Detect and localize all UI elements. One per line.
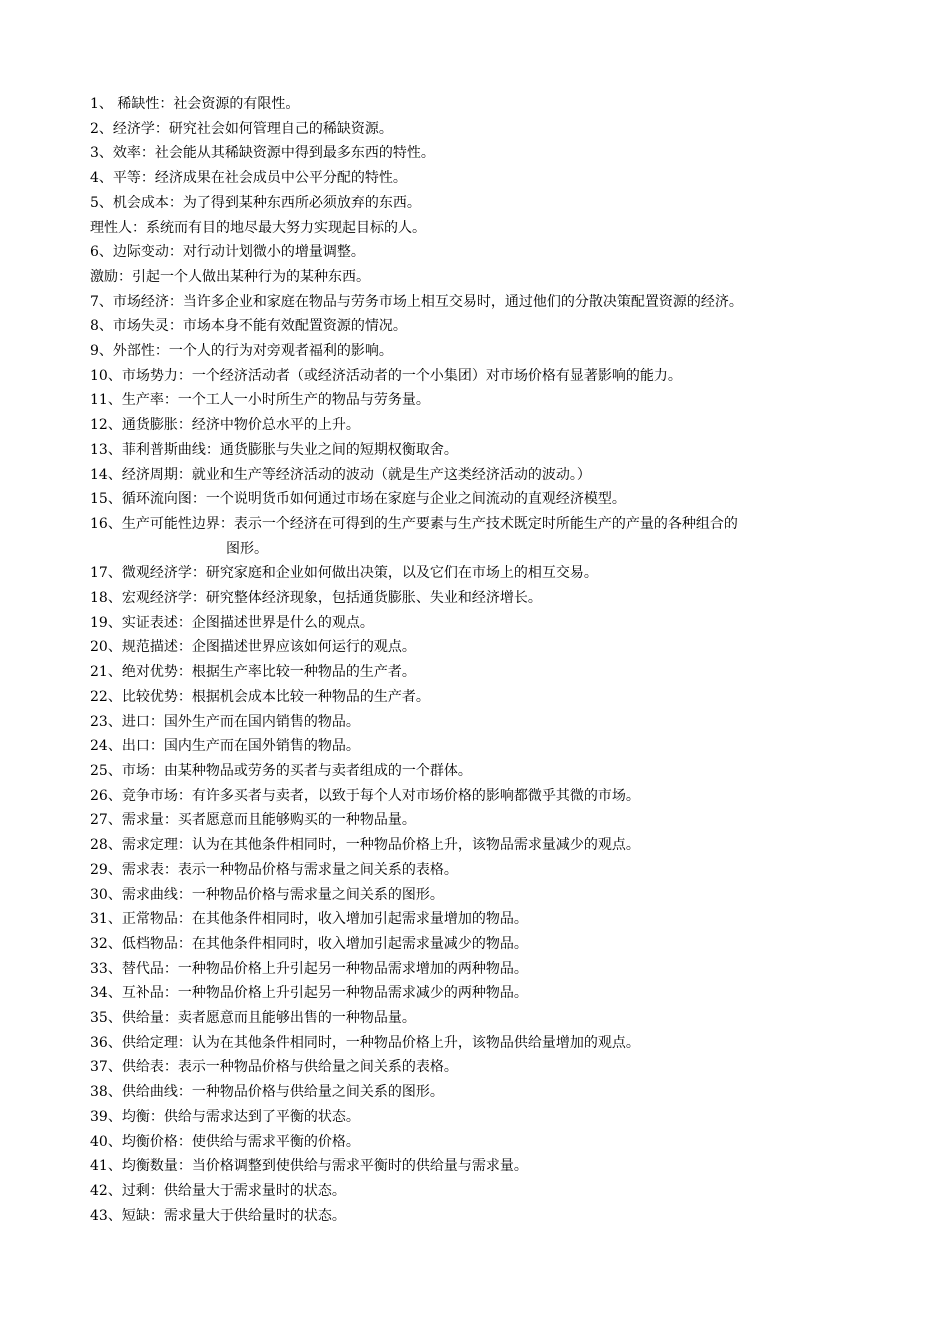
entry-number: 18、 [90, 590, 122, 607]
glossary-entry [90, 265, 890, 290]
entry-term: 实证表述： [121, 614, 192, 631]
glossary-entry [90, 1154, 890, 1179]
glossary-entry [90, 685, 890, 710]
entry-term: 生产率： [121, 392, 178, 409]
entry-number: 8、 [90, 318, 113, 335]
entry-number: 17、 [90, 565, 122, 582]
entry-number: 26、 [90, 787, 122, 804]
entry-definition: 使供给与需求平衡的价格。 [191, 1133, 360, 1150]
glossary-entry [90, 660, 890, 685]
entry-definition: 企图描述世界是什么的观点。 [191, 614, 374, 631]
entry-definition: 供给量大于需求量时的状态。 [163, 1182, 346, 1199]
entry-number: 41、 [90, 1158, 122, 1175]
entry-term: 市场失灵： [112, 318, 183, 335]
entry-term: 出口： [121, 738, 164, 755]
entry-term: 绝对优势： [121, 664, 192, 681]
glossary-entry [90, 512, 890, 537]
entry-number: 16、 [90, 515, 122, 532]
entry-term: 循环流向图： [121, 491, 206, 508]
entry-term: 比较优势： [121, 688, 192, 705]
entry-definition: 根据机会成本比较一种物品的生产者。 [191, 688, 430, 705]
glossary-entry [90, 339, 890, 364]
entry-number: 27、 [90, 812, 122, 829]
entry-definition: 一个工人一小时所生产的物品与劳务量。 [177, 392, 430, 409]
entry-number: 7、 [90, 293, 113, 310]
entry-number: 5、 [90, 194, 113, 211]
entry-number: 25、 [90, 762, 122, 779]
glossary-entry [90, 388, 890, 413]
glossary-entry [90, 957, 890, 982]
glossary-entry [90, 216, 890, 241]
entry-definition: 一种物品价格与需求量之间关系的图形。 [191, 886, 444, 903]
entry-number: 34、 [90, 985, 122, 1002]
entry-term: 生产可能性边界： [121, 515, 234, 532]
glossary-entry [90, 1204, 890, 1229]
entry-definition: 在其他条件相同时，收入增加引起需求量减少的物品。 [191, 935, 528, 952]
glossary-entry [90, 117, 890, 142]
glossary-list [90, 92, 890, 1228]
entry-number: 4、 [90, 170, 113, 187]
entry-definition: 有许多买者与卖者，以致于每个人对市场价格的影响都微乎其微的市场。 [191, 787, 640, 804]
entry-number: 24、 [90, 738, 122, 755]
entry-term: 需求定理： [121, 837, 192, 854]
glossary-entry [90, 1105, 890, 1130]
entry-number: 35、 [90, 1010, 122, 1027]
entry-definition: 对行动计划微小的增量调整。 [182, 244, 365, 261]
entry-number: 2、 [90, 120, 113, 137]
glossary-entry [90, 191, 890, 216]
glossary-entry [90, 561, 890, 586]
entry-number: 20、 [90, 639, 122, 656]
entry-definition: 需求量大于供给量时的状态。 [163, 1207, 346, 1224]
entry-definition: 经济中物价总水平的上升。 [191, 417, 360, 434]
entry-definition: 买者愿意而且能够购买的一种物品量。 [177, 812, 416, 829]
entry-term: 需求量： [121, 812, 178, 829]
entry-definition: 研究社会如何管理自己的稀缺资源。 [168, 120, 393, 137]
entry-definition: 引起一个人做出某种行为的某种东西。 [132, 268, 370, 285]
glossary-entry [90, 784, 890, 809]
entry-term: 机会成本： [112, 194, 183, 211]
entry-term: 激励： [90, 268, 132, 285]
glossary-entry [90, 635, 890, 660]
entry-definition: 国外生产而在国内销售的物品。 [163, 713, 360, 730]
entry-definition: 认为在其他条件相同时，一种物品价格上升，该物品供给量增加的观点。 [191, 1034, 640, 1051]
entry-definition: 通货膨胀与失业之间的短期权衡取舍。 [219, 441, 458, 458]
glossary-entry [90, 364, 890, 389]
glossary-entry [90, 1006, 890, 1031]
glossary-entry [90, 759, 890, 784]
entry-number: 37、 [90, 1059, 122, 1076]
entry-definition: 供给与需求达到了平衡的状态。 [163, 1108, 360, 1125]
glossary-entry [90, 290, 890, 315]
entry-definition: 卖者愿意而且能够出售的一种物品量。 [177, 1010, 416, 1027]
entry-term: 供给定理： [121, 1034, 192, 1051]
entry-term: 进口： [121, 713, 164, 730]
entry-term: 规范描述： [121, 639, 192, 656]
entry-term: 低档物品： [121, 935, 192, 952]
entry-definition: 国内生产而在国外销售的物品。 [163, 738, 360, 755]
glossary-entry [90, 1055, 890, 1080]
entry-number: 3、 [90, 145, 113, 162]
entry-definition: 当价格调整到使供给与需求平衡时的供给量与需求量。 [191, 1158, 528, 1175]
entry-number: 1、 [90, 96, 113, 112]
entry-term: 短缺： [121, 1207, 164, 1224]
entry-definition: 表示一种物品价格与供给量之间关系的表格。 [177, 1059, 458, 1076]
entry-term: 通货膨胀： [121, 417, 192, 434]
entry-definition: 就业和生产等经济活动的波动（就是生产这类经济活动的波动。） [191, 466, 591, 483]
entry-term: 稀缺性： [112, 96, 174, 112]
glossary-entry [90, 463, 890, 488]
entry-definition: 研究整体经济现象，包括通货膨胀、失业和经济增长。 [205, 590, 542, 607]
glossary-entry [90, 883, 890, 908]
entry-definition: 认为在其他条件相同时，一种物品价格上升，该物品需求量减少的观点。 [191, 837, 640, 854]
glossary-entry [90, 413, 890, 438]
entry-definition: 市场本身不能有效配置资源的情况。 [182, 318, 407, 335]
entry-definition: 一种物品价格上升引起另一种物品需求减少的两种物品。 [177, 985, 528, 1002]
glossary-entry [90, 734, 890, 759]
entry-number: 32、 [90, 935, 122, 952]
entry-number: 22、 [90, 688, 122, 705]
entry-term: 宏观经济学： [121, 590, 206, 607]
entry-number: 39、 [90, 1108, 122, 1125]
entry-number: 15、 [90, 491, 122, 508]
glossary-entry [90, 611, 890, 636]
entry-term: 市场势力： [121, 367, 192, 384]
entry-number: 19、 [90, 614, 122, 631]
glossary-entry [90, 808, 890, 833]
entry-term: 竞争市场： [121, 787, 192, 804]
glossary-entry [90, 1080, 890, 1105]
entry-definition: 当许多企业和家庭在物品与劳务市场上相互交易时，通过他们的分散决策配置资源的经济。 [182, 293, 743, 310]
entry-term: 需求表： [121, 861, 178, 878]
entry-term: 替代品： [121, 960, 178, 977]
entry-number: 21、 [90, 664, 122, 681]
entry-term: 菲利普斯曲线： [121, 441, 220, 458]
glossary-entry [90, 166, 890, 191]
entry-number: 10、 [90, 367, 122, 384]
glossary-entry [90, 92, 890, 117]
glossary-entry [90, 487, 890, 512]
entry-number: 29、 [90, 861, 122, 878]
entry-number: 33、 [90, 960, 122, 977]
entry-definition: 根据生产率比较一种物品的生产者。 [191, 664, 416, 681]
entry-number: 6、 [90, 244, 113, 261]
entry-term: 边际变动： [112, 244, 183, 261]
entry-definition: 表示一个经济在可得到的生产要素与生产技术既定时所能生产的产量的各种组合的 [233, 515, 738, 532]
entry-number: 11、 [90, 392, 122, 409]
entry-number: 31、 [90, 911, 122, 928]
entry-definition: 一种物品价格与供给量之间关系的图形。 [191, 1084, 444, 1101]
entry-number: 43、 [90, 1207, 122, 1224]
entry-number: 36、 [90, 1034, 122, 1051]
entry-definition: 由某种物品或劳务的买者与卖者组成的一个群体。 [163, 762, 472, 779]
entry-definition: 研究家庭和企业如何做出决策，以及它们在市场上的相互交易。 [205, 565, 598, 582]
glossary-entry [90, 1130, 890, 1155]
entry-definition: 一个经济活动者（或经济活动者的一个小集团）对市场价格有显著影响的能力。 [191, 367, 682, 384]
entry-term: 过剩： [121, 1182, 164, 1199]
entry-term: 均衡数量： [121, 1158, 192, 1175]
entry-term: 效率： [112, 145, 155, 162]
entry-number: 40、 [90, 1133, 122, 1150]
entry-definition: 表示一种物品价格与需求量之间关系的表格。 [177, 861, 458, 878]
glossary-entry [90, 932, 890, 957]
entry-term: 微观经济学： [121, 565, 206, 582]
glossary-entry [90, 1179, 890, 1204]
entry-definition: 在其他条件相同时，收入增加引起需求量增加的物品。 [191, 911, 528, 928]
glossary-entry [90, 1031, 890, 1056]
entry-term: 平等： [112, 170, 155, 187]
entry-number: 30、 [90, 886, 122, 903]
entry-number: 13、 [90, 441, 122, 458]
glossary-entry [90, 438, 890, 463]
entry-number: 12、 [90, 417, 122, 434]
entry-term: 市场经济： [112, 293, 183, 310]
entry-term: 供给量： [121, 1010, 178, 1027]
entry-number: 9、 [90, 343, 113, 360]
glossary-entry [90, 907, 890, 932]
glossary-entry [90, 240, 890, 265]
entry-term: 需求曲线： [121, 886, 192, 903]
entry-term: 市场： [121, 762, 164, 779]
entry-term: 均衡价格： [121, 1133, 192, 1150]
entry-number: 38、 [90, 1084, 122, 1101]
entry-definition: 社会能从其稀缺资源中得到最多东西的特性。 [154, 145, 435, 162]
glossary-entry [90, 710, 890, 735]
glossary-entry [90, 586, 890, 611]
entry-number: 14、 [90, 466, 122, 483]
entry-term: 外部性： [112, 343, 169, 360]
entry-definition-continuation: 图形。 [226, 540, 268, 557]
entry-term: 互补品： [121, 985, 178, 1002]
glossary-entry [90, 314, 890, 339]
entry-term: 正常物品： [121, 911, 192, 928]
entry-definition: 一个说明货币如何通过市场在家庭与企业之间流动的直观经济模型。 [205, 491, 626, 508]
entry-term: 供给曲线： [121, 1084, 192, 1101]
entry-term: 经济周期： [121, 466, 192, 483]
glossary-entry [90, 981, 890, 1006]
entry-definition: 经济成果在社会成员中公平分配的特性。 [154, 170, 407, 187]
glossary-entry [90, 833, 890, 858]
entry-definition: 为了得到某种东西所必须放弃的东西。 [182, 194, 421, 211]
entry-term: 理性人： [90, 219, 146, 236]
entry-number: 42、 [90, 1182, 122, 1199]
entry-definition: 一个人的行为对旁观者福利的影响。 [168, 343, 393, 360]
entry-term: 均衡： [121, 1108, 164, 1125]
entry-definition: 企图描述世界应该如何运行的观点。 [191, 639, 416, 656]
entry-definition: 社会资源的有限性。 [173, 96, 300, 112]
entry-number: 28、 [90, 837, 122, 854]
entry-definition: 系统而有目的地尽最大努力实现起目标的人。 [146, 219, 426, 236]
entry-term: 经济学： [112, 120, 169, 137]
entry-definition: 一种物品价格上升引起另一种物品需求增加的两种物品。 [177, 960, 528, 977]
entry-number: 23、 [90, 713, 122, 730]
glossary-entry [90, 141, 890, 166]
glossary-entry [90, 858, 890, 883]
entry-term: 供给表： [121, 1059, 178, 1076]
